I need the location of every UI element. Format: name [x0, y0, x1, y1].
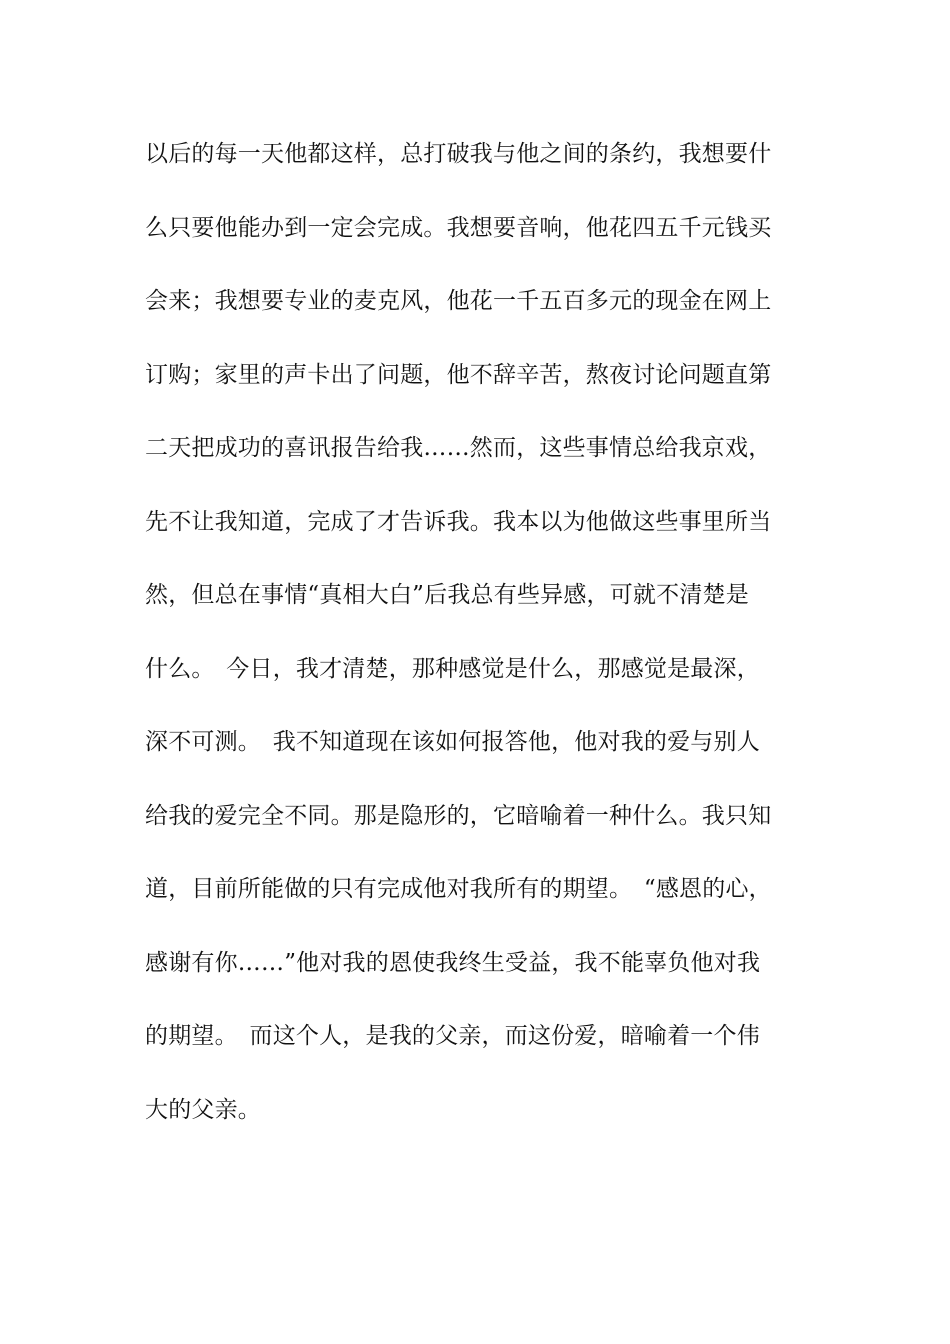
- text-line: 会来；我想要专业的麦克风，他花一千五百多元的现金在网上: [145, 288, 772, 314]
- text-line: 什么。 今日，我才清楚，那种感觉是什么，那感觉是最深，: [145, 655, 760, 682]
- text-line: 的期望。 而这个人，是我的父亲，而这份爱，暗喻着一个伟: [145, 1023, 760, 1049]
- text-line: 二天把成功的喜讯报告给我……然而，这些事情总给我京戏，: [145, 435, 772, 461]
- text-line: 大的父亲。: [145, 1096, 261, 1123]
- text-line: 先不让我知道，完成了才告诉我。我本以为他做这些事里所当: [145, 508, 772, 535]
- text-line: 感谢有你……”他对我的恩使我终生受益，我不能辜负他对我: [145, 949, 761, 976]
- text-line: 深不可测。 我不知道现在该如何报答他，他对我的爱与别人: [145, 729, 760, 755]
- body-text: [145, 128, 845, 1157]
- text-line: 道，目前所能做的只有完成他对我所有的期望。 “感恩的心，: [145, 876, 772, 902]
- text-line: 然，但总在事情“真相大白”后我总有些异感，可就不清楚是: [145, 582, 749, 608]
- text-line: 么只要他能办到一定会完成。我想要音响，他花四五千元钱买: [145, 214, 772, 241]
- text-line: 订购；家里的声卡出了问题，他不辞辛苦，熬夜讨论问题直第: [145, 361, 772, 388]
- text-line: 给我的爱完全不同。那是隐形的，它暗喻着一种什么。我只知: [145, 802, 772, 829]
- text-line: 以后的每一天他都这样，总打破我与他之间的条约，我想要什: [145, 141, 772, 167]
